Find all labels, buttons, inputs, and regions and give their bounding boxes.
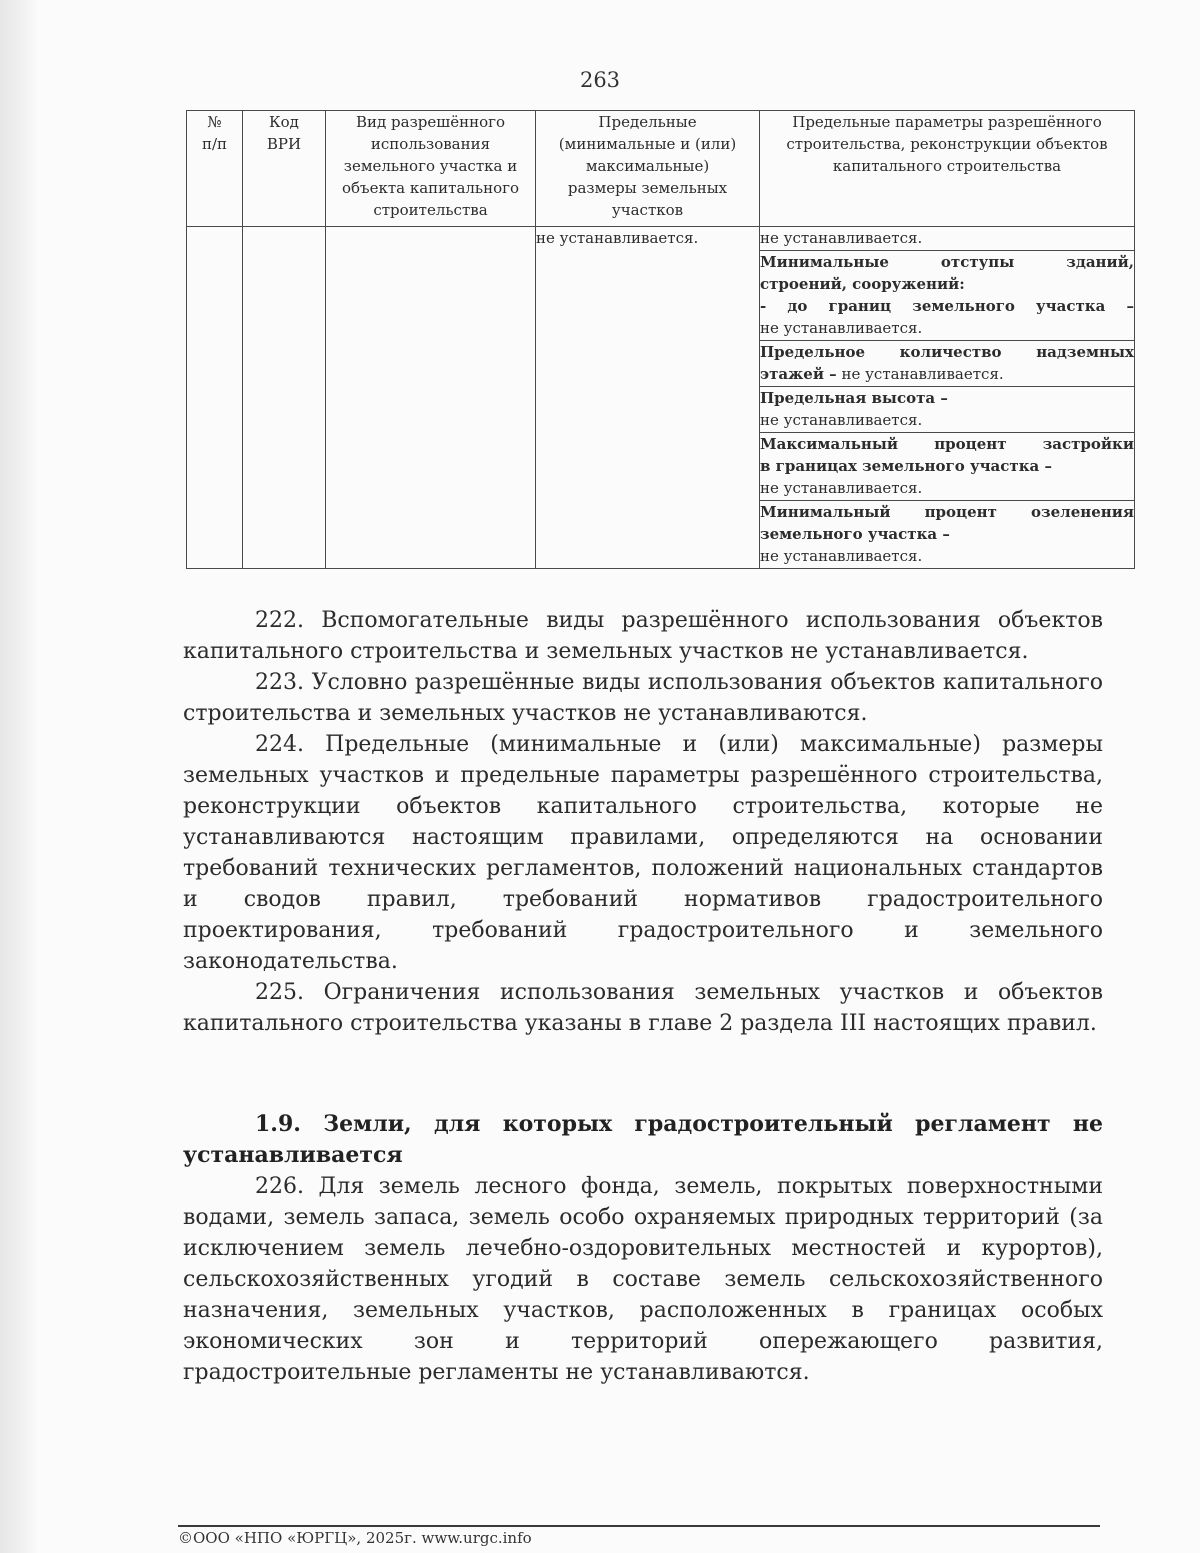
page-number: 263 — [579, 68, 621, 92]
footer-copyright: ©ООО «НПО «ЮРГЦ», 2025г. www.urgc.info — [178, 1529, 532, 1547]
param-height: Предельная высота – не устанавливается. — [760, 387, 1135, 433]
section-body — [183, 1171, 1103, 1388]
cell-code — [243, 227, 326, 569]
regulations-table — [186, 110, 1135, 569]
param-min-setbacks: Минимальные отступы зданий, строений, сооружений: - до границ земельного участка – не устанавливается. — [760, 251, 1135, 341]
paragraph-223: 223. Условно разрешённые виды использования объектов капитального строительства и земельных участков не устанавливаются. — [183, 670, 1103, 726]
header-sizes: Предельные (минимальные и (или) максимальные) размеры земельных участков — [536, 111, 760, 227]
header-code: Код ВРИ — [243, 111, 326, 227]
paragraph-224: 224. Предельные (минимальные и (или) максимальные) размеры земельных участков и предельные параметры разрешённого строительства, реконструкции объектов капитального строительства, которые не устанавливаются настоящим правилами, определяются на основании требований технических регламентов, положений национальных стандартов и сводов правил, требований нормативов градостроительного проектирования, требований градостроительного и земельного законодательства. — [183, 732, 1103, 974]
paragraphs-block — [183, 605, 1103, 1039]
param-floors: Предельное количество надземных этажей – не устанавливается. — [760, 341, 1135, 387]
scan-edge-shadow — [0, 0, 38, 1553]
table-row — [187, 227, 1135, 251]
header-params: Предельные параметры разрешённого строительства, реконструкции объектов капитального строительства — [760, 111, 1135, 227]
cell-size-value: не устанавливается. — [536, 227, 760, 569]
header-kind: Вид разрешённого использования земельного участка и объекта капитального строительства — [326, 111, 536, 227]
param-max-building: Максимальный процент застройки в границах земельного участка – не устанавливается. — [760, 433, 1135, 501]
section-heading-1-9: 1.9. Земли, для которых градостроительный регламент не устанавливается — [183, 1111, 1103, 1168]
param-general: не устанавливается. — [760, 227, 1135, 251]
paragraph-226: 226. Для земель лесного фонда, земель, покрытых поверхностными водами, земель запаса, земель особо охраняемых природных территорий (за исключением земель лечебно-оздоровительных местностей и курортов), сельскохозяйственных угодий в составе земель сельскохозяйственного назначения, земельных участков, расположенных в границах особых экономических зон и территорий опережающего развития, градостроительные регламенты не устанавливаются. — [183, 1174, 1103, 1385]
param-min-greening: Минимальный процент озеленения земельного участка – не устанавливается. — [760, 501, 1135, 569]
cell-num — [187, 227, 243, 569]
footer-divider — [178, 1525, 1100, 1527]
header-num: № п/п — [187, 111, 243, 227]
table-header-row — [187, 111, 1135, 227]
paragraph-225: 225. Ограничения использования земельных участков и объектов капитального строительства указаны в главе 2 раздела III настоящих правил. — [183, 980, 1103, 1036]
cell-kind — [326, 227, 536, 569]
paragraph-222: 222. Вспомогательные виды разрешённого использования объектов капитального строительства и земельных участков не устанавливается. — [183, 608, 1103, 664]
